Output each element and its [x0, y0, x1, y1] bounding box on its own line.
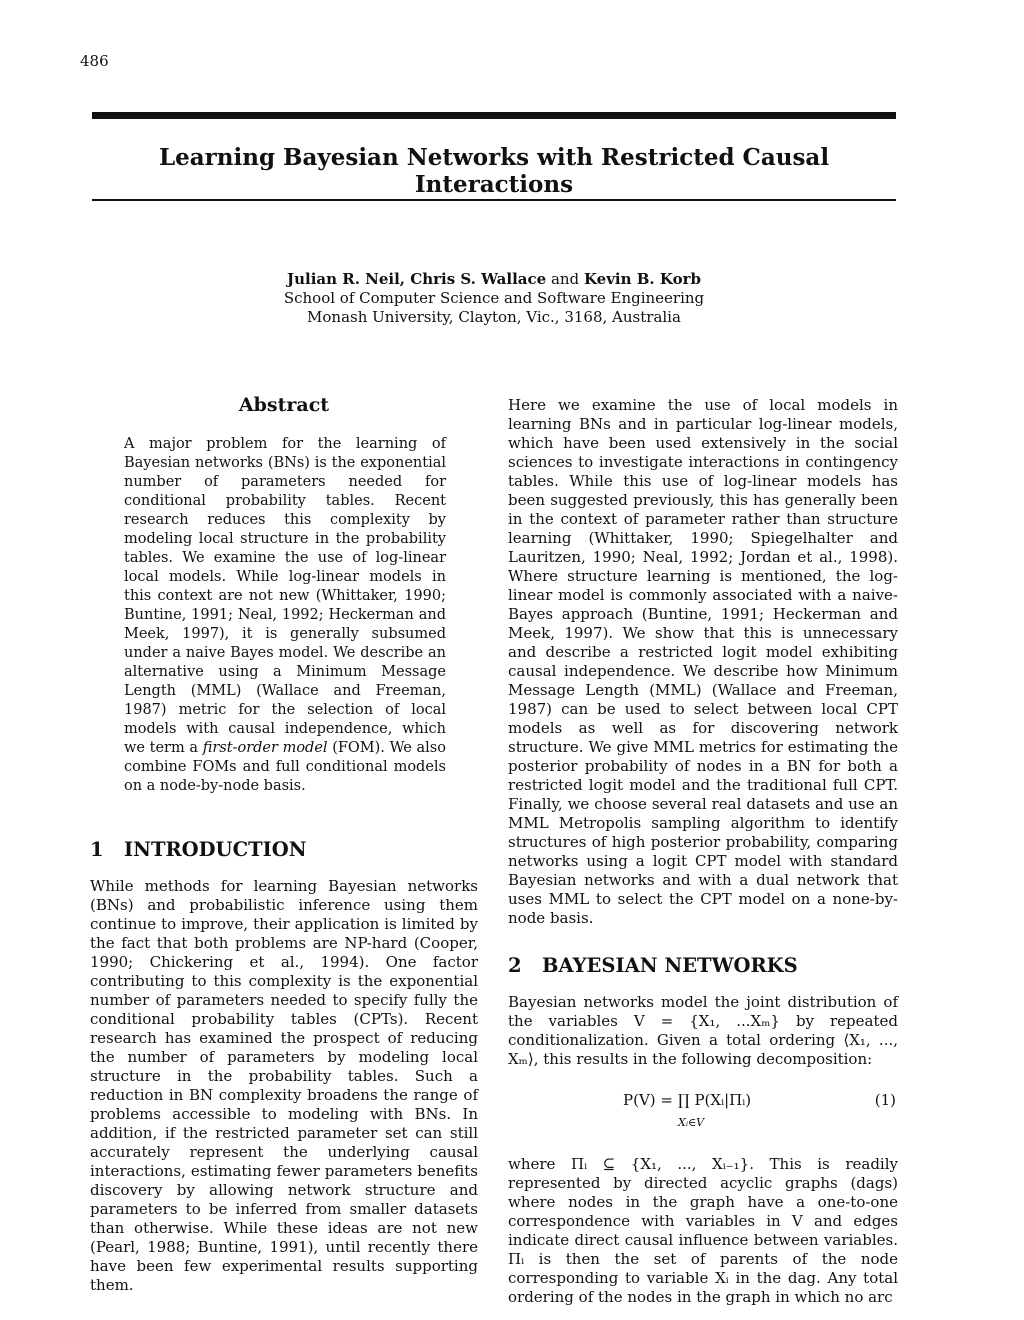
abstract-term: first-order model	[202, 740, 328, 756]
section-2-paragraph-2: where Πᵢ ⊆ {X₁, ..., Xᵢ₋₁}. This is readily represented by directed acyclic graphs (dags) where nodes in the graph have a one-to-one correspondence with variables in V and edges indicate direct causal influence between variables. Πᵢ is then the set of parents of the node corresponding to variable Xᵢ in the dag. Any total ordering of the nodes in the graph in which no arc	[508, 1155, 898, 1306]
affiliation-line-2: Monash University, Clayton, Vic., 3168, Australia	[307, 308, 681, 326]
abstract-text	[124, 435, 446, 796]
section-1-number: 1	[90, 838, 104, 861]
author-conjunction: and	[550, 270, 580, 288]
right-column	[508, 396, 898, 1307]
equation-1	[508, 1089, 898, 1139]
affiliation-line-1: School of Computer Science and Software Engineering	[283, 289, 705, 307]
author-block	[92, 270, 896, 327]
section-2-paragraph-1: Bayesian networks model the joint distribution of the variables V = {X₁, ...Xₘ} by repeated conditionalization. Given a total ordering ⟨X₁, ..., Xₘ⟩, this results in the following decomposition:	[508, 993, 898, 1068]
section-2-title: BAYESIAN NETWORKS	[542, 954, 798, 977]
abstract-heading: Abstract	[238, 394, 330, 416]
title-rule-bottom	[92, 199, 896, 201]
author-names-first: Julian R. Neil, Chris S. Wallace	[287, 270, 547, 288]
section-1-title: INTRODUCTION	[124, 838, 307, 861]
equation-product-subscript: Xᵢ∈V	[678, 1116, 705, 1129]
abstract-text-end: (FOM). We also combine FOMs and full conditional models on a node-by-node basis.	[124, 740, 446, 794]
section-1-paragraph: While methods for learning Bayesian networks (BNs) and probabilistic inference using them continue to improve, their application is limited by the fact that both problems are NP-hard (Cooper, 1990; Chickering et al., 1994). One factor contributing to this complexity is the exponential number of parameters needed to specify fully the conditional probability tables (CPTs). Recent research has examined the prospect of reducing the number of parameters by modeling local structure in the probability tables. Such a reduction in BN complexity broadens the range of problems accessible to modeling with BNs. In addition, if the restricted parameter set can still accurately represent the underlying causal interactions, estimating fewer parameters benefits discovery by allowing network structure and parameters to be inferred from smaller datasets than otherwise. While these ideas are not new (Pearl, 1988; Buntine, 1991), until recently there have been few experimental results supporting them.	[90, 877, 478, 1294]
section-2-number: 2	[508, 954, 522, 977]
section-2-heading	[508, 956, 898, 975]
page-number: 486	[80, 52, 109, 70]
equation-body: P(V) = ∏ P(Xᵢ|Πᵢ)	[623, 1091, 752, 1109]
title-rule-top	[92, 112, 896, 119]
equation-number: (1)	[874, 1091, 896, 1109]
author-names	[92, 270, 896, 289]
left-column	[90, 396, 478, 1295]
author-names-last: Kevin B. Korb	[583, 270, 701, 288]
abstract-text-main: A major problem for the learning of Bayesian networks (BNs) is the exponential number of parameters needed for conditional probability tables. Recent research reduces this complexity by modeling local structure in the probability tables. We examine the use of log-linear local models. While log-linear models in this context are not new (Whittaker, 1990; Buntine, 1991; Neal, 1992; Heckerman and Meek, 1997), it is generally subsumed under a naive Bayes model. We describe an alternative using a Minimum Message Length (MML) (Wallace and Freeman, 1987) metric for the selection of local models with causal independence, which we term a	[124, 436, 446, 756]
paper-title: Learning Bayesian Networks with Restricted Causal Interactions	[158, 144, 830, 198]
intro-continuation-paragraph: Here we examine the use of local models in learning BNs and in particular log-linear models, which have been used extensively in the social sciences to investigate interactions in contingency tables. While this use of log-linear models has been suggested previously, this has generally been in the context of parameter rather than structure learning (Whittaker, 1990; Spiegelhalter and Lauritzen, 1990; Neal, 1992; Jordan et al., 1998). Where structure learning is mentioned, the log-linear model is commonly associated with a naive-Bayes approach (Buntine, 1991; Heckerman and Meek, 1997). We show that this is unnecessary and describe a restricted logit model exhibiting causal independence. We describe how Minimum Message Length (MML) (Wallace and Freeman, 1987) can be used to select between local CPT models as well as for discovering network structure. We give MML metrics for estimating the posterior probability of nodes in a BN for both a restricted logit model and the traditional full CPT. Finally, we choose several real datasets and use an MML Metropolis sampling algorithm to identify structures of high posterior probability, comparing networks using a logit CPT model with standard Bayesian networks and with a dual network that uses MML to select the CPT model on a none-by-node basis.	[508, 396, 898, 927]
section-1-heading	[90, 840, 478, 859]
